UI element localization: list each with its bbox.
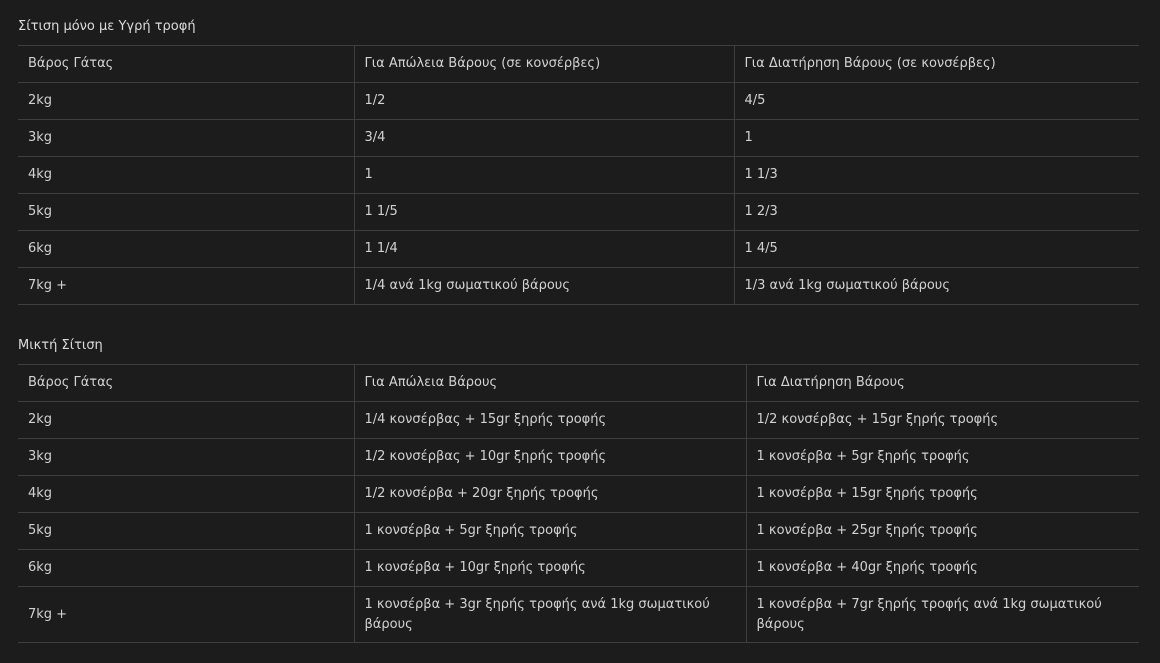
cell-loss: 1 1/5 [354,194,734,231]
table-row [18,402,1139,439]
cell-weight: 5kg [18,513,354,550]
cell-maintenance: 1/3 ανά 1kg σωματικού βάρους [734,268,1139,305]
cell-maintenance: 1 κονσέρβα + 40gr ξηρής τροφής [746,550,1139,587]
content [18,0,1139,643]
header-weight-loss: Για Απώλεια Βάρους [354,365,746,402]
table-row [18,587,1139,643]
cell-weight: 6kg [18,231,354,268]
table-row [18,120,1139,157]
cell-weight: 7kg + [18,587,354,643]
table-row [18,268,1139,305]
cell-maintenance: 1 4/5 [734,231,1139,268]
cell-weight: 2kg [18,83,354,120]
cell-loss: 1 κονσέρβα + 3gr ξηρής τροφής ανά 1kg σωματικού βάρους [354,587,746,643]
cell-weight: 7kg + [18,268,354,305]
cell-maintenance: 1 κονσέρβα + 5gr ξηρής τροφής [746,439,1139,476]
cell-loss: 1 κονσέρβα + 5gr ξηρής τροφής [354,513,746,550]
table-row [18,550,1139,587]
cell-loss: 1 κονσέρβα + 10gr ξηρής τροφής [354,550,746,587]
cell-maintenance: 1/2 κονσέρβας + 15gr ξηρής τροφής [746,402,1139,439]
table-row [18,157,1139,194]
cell-loss: 1/4 ανά 1kg σωματικού βάρους [354,268,734,305]
cell-maintenance: 1 κονσέρβα + 15gr ξηρής τροφής [746,476,1139,513]
table-row [18,439,1139,476]
header-cat-weight: Βάρος Γάτας [18,365,354,402]
cell-loss: 1 [354,157,734,194]
cell-loss: 1/2 κονσέρβας + 10gr ξηρής τροφής [354,439,746,476]
cell-weight: 6kg [18,550,354,587]
header-weight-maintenance: Για Διατήρηση Βάρους (σε κονσέρβες) [734,46,1139,83]
cell-loss: 1/2 [354,83,734,120]
cell-weight: 3kg [18,120,354,157]
mixed-food-title: Μικτή Σίτιση [18,338,103,353]
header-weight-loss: Για Απώλεια Βάρους (σε κονσέρβες) [354,46,734,83]
cell-maintenance: 1 [734,120,1139,157]
wet-food-title: Σίτιση μόνο με Υγρή τροφή [18,19,196,34]
cell-maintenance: 1 κονσέρβα + 25gr ξηρής τροφής [746,513,1139,550]
wet-food-table [18,45,1139,305]
cell-maintenance: 1 κονσέρβα + 7gr ξηρής τροφής ανά 1kg σωματικού βάρους [746,587,1139,643]
table-row [18,513,1139,550]
cell-maintenance: 1 2/3 [734,194,1139,231]
header-cat-weight: Βάρος Γάτας [18,46,354,83]
table-row [18,83,1139,120]
cell-weight: 4kg [18,476,354,513]
table-row [18,476,1139,513]
cell-loss: 1 1/4 [354,231,734,268]
cell-weight: 4kg [18,157,354,194]
table-row [18,194,1139,231]
cell-loss: 1/2 κονσέρβα + 20gr ξηρής τροφής [354,476,746,513]
cell-weight: 5kg [18,194,354,231]
mixed-food-table [18,364,1139,643]
cell-maintenance: 1 1/3 [734,157,1139,194]
header-weight-maintenance: Για Διατήρηση Βάρους [746,365,1139,402]
table-row [18,231,1139,268]
cell-loss: 3/4 [354,120,734,157]
cell-maintenance: 4/5 [734,83,1139,120]
cell-loss: 1/4 κονσέρβας + 15gr ξηρής τροφής [354,402,746,439]
table-header-row [18,46,1139,83]
cell-weight: 2kg [18,402,354,439]
table-header-row [18,365,1139,402]
cell-weight: 3kg [18,439,354,476]
